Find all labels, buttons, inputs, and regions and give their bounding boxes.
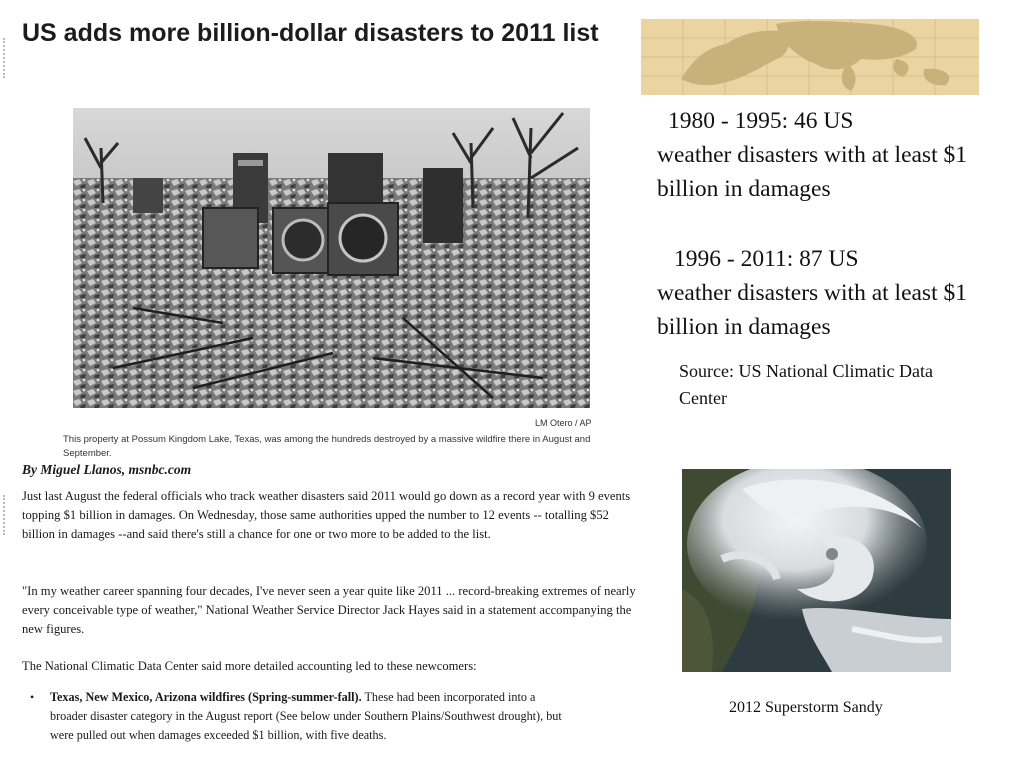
stat-description: weather disasters with at least $1 billion in damages: [657, 280, 967, 340]
stat-heading: 1996 - 2011: 87 US: [674, 246, 859, 272]
article-paragraph: Just last August the federal officials who track weather disasters said 2011 would go down as a record year with 9 events topping $1 billion in damages. On Wednesday, those same authorities upped the number to 12 events -- totalling $52 billion in damages --and said there's still a chance for one or two more to be added to the list.: [22, 489, 631, 541]
wildfire-ruins-photo: [73, 108, 590, 408]
stat-description: weather disasters with at least $1 billion in damages: [657, 142, 967, 202]
stat-block: [657, 104, 987, 206]
stat-heading: 1980 - 1995: 46 US: [668, 108, 854, 134]
source-note: Source: US National Climatic Data Center: [679, 361, 933, 408]
list-item-text: [50, 688, 575, 745]
article-paragraph: The National Climatic Data Center said more detailed accounting led to these newcomers:: [22, 659, 477, 673]
photo-caption: This property at Possum Kingdom Lake, Texas, was among the hundreds destroyed by a massive wildfire there in August and September.: [63, 434, 591, 459]
superstorm-satellite-image: [682, 469, 951, 672]
stat-block: [657, 242, 987, 344]
article-headline: US adds more billion-dollar disasters to 2011 list: [22, 19, 599, 47]
photo-credit: LM Otero / AP: [535, 418, 592, 428]
bullet-icon: •: [30, 690, 35, 704]
list-item: [30, 688, 575, 745]
scan-edge-marks: [3, 38, 11, 78]
world-map-banner: [641, 19, 979, 95]
list-item-body: These had been incorporated into a broader disaster category in the August report (See below under Southern Plains/Southwest drought), but were pulled out when damages exceeded $1 billion, with five deaths.: [50, 690, 562, 742]
list-item-heading: Texas, New Mexico, Arizona wildfires (Spring-summer-fall).: [50, 690, 362, 704]
article-paragraph: "In my weather career spanning four decades, I've never seen a year quite like 2011 ... record-breaking extremes of nearly every conceivable type of weather," National Weather Service Director Jack Hayes said in a statement accompanying the new figures.: [22, 584, 636, 636]
article-byline: By Miguel Llanos, msnbc.com: [22, 462, 192, 477]
scan-edge-marks: [3, 495, 11, 535]
satellite-caption: 2012 Superstorm Sandy: [729, 699, 883, 716]
